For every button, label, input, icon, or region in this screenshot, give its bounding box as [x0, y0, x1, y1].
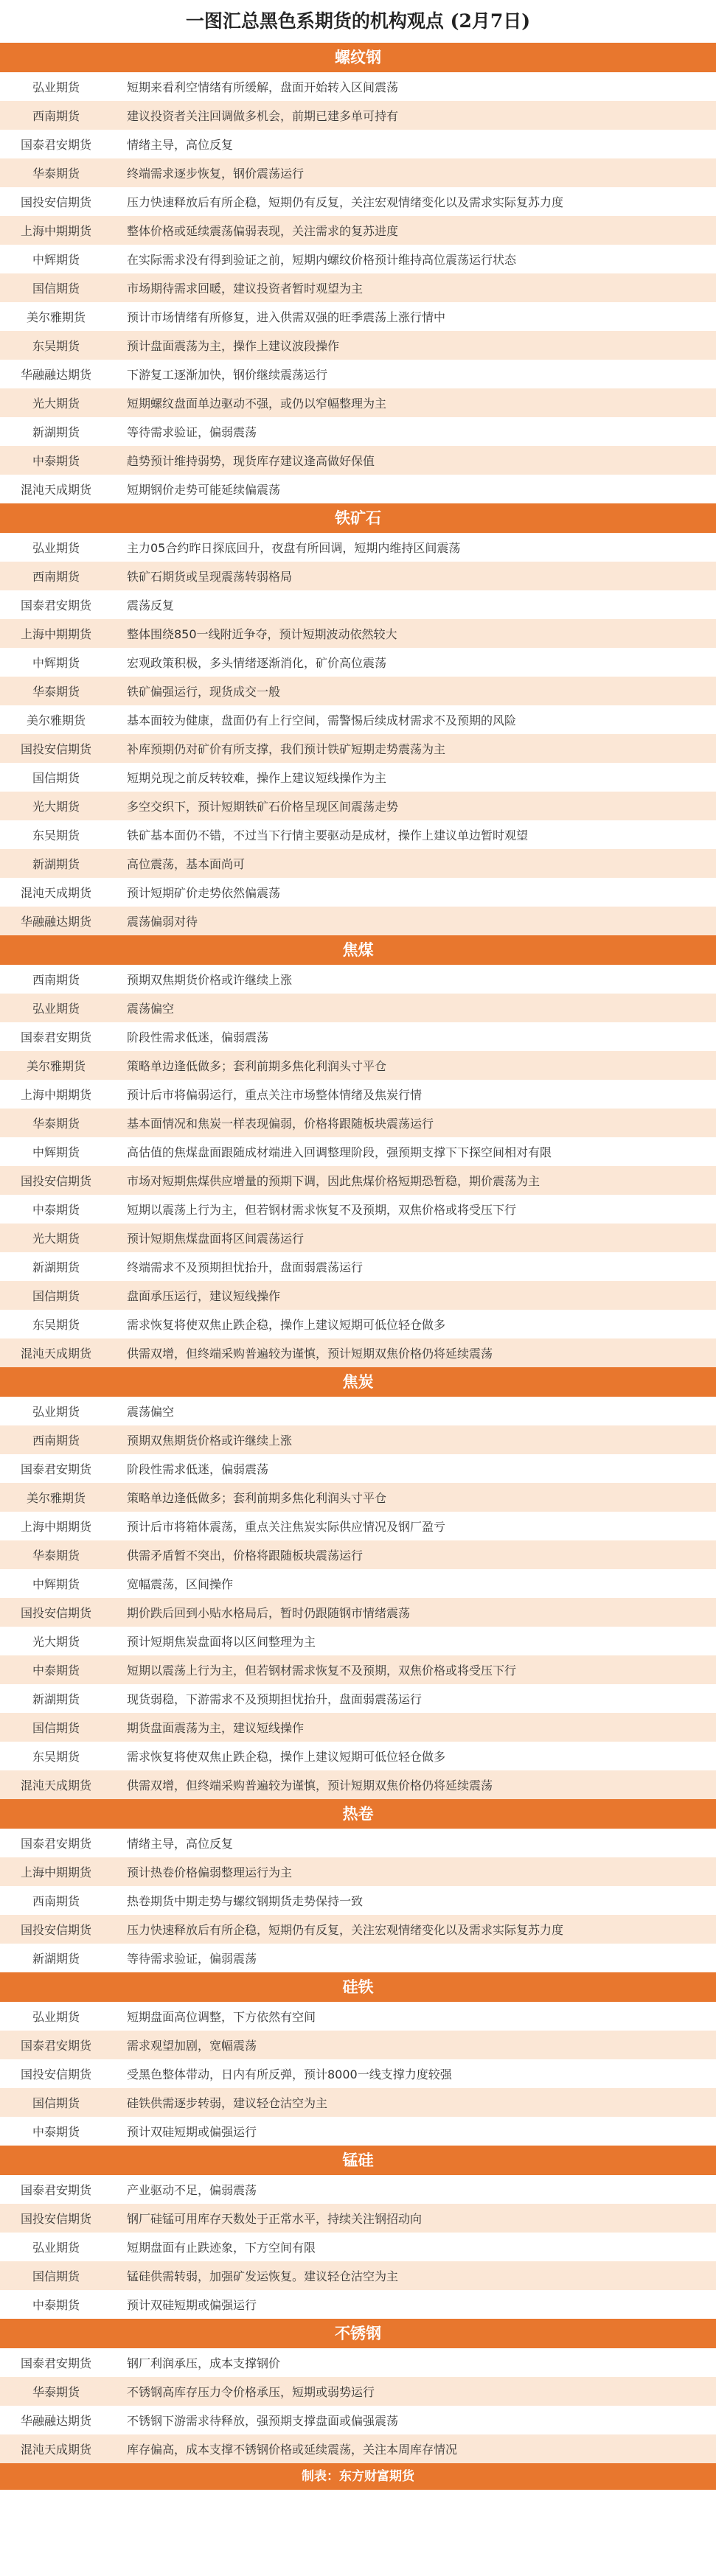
table-row	[0, 475, 716, 503]
table-row	[0, 1454, 716, 1483]
table-row	[0, 1224, 716, 1252]
institution-name: 上海中期期货	[20, 224, 91, 238]
institution-view: 钢厂硅锰可用库存天数处于正常水平，持续关注钢招动向	[127, 2212, 423, 2226]
section-header: 锰硅	[0, 2146, 716, 2175]
table-row	[0, 2002, 716, 2031]
table-row	[0, 1742, 716, 1770]
institution-view: 热卷期货中期走势与螺纹钢期货走势保持一致	[127, 1894, 364, 1908]
institution-view: 产业驱动不足，偏弱震荡	[127, 2183, 257, 2197]
institution-name: 国信期货	[32, 282, 80, 296]
table-row	[0, 2233, 716, 2261]
institution-view: 供需矛盾暂不突出，价格将跟随板块震荡运行	[127, 1549, 364, 1563]
table-row	[0, 1627, 716, 1655]
table-row	[0, 2088, 716, 2117]
table-row	[0, 446, 716, 475]
institution-view: 铁矿基本面仍不错，不过当下行情主要驱动是成材，操作上建议单边暂时观望	[127, 828, 529, 842]
institution-name: 国投安信期货	[20, 2067, 91, 2081]
institution-name: 国泰君安期货	[20, 138, 91, 152]
institution-view: 受黑色整体带动，日内有所反弹，预计8000一线支撑力度较强	[127, 2067, 452, 2081]
institution-name: 国信期货	[32, 2269, 80, 2283]
institution-view: 需求恢复将使双焦止跌企稳，操作上建议短期可低位轻仓做多	[127, 1318, 446, 1332]
institution-view: 短期来看利空情绪有所缓解，盘面开始转入区间震荡	[127, 80, 399, 94]
institution-view: 铁矿石期货或呈现震荡转弱格局	[127, 570, 293, 584]
section-header: 焦煤	[0, 935, 716, 965]
institution-name: 新湖期货	[32, 1952, 80, 1966]
table-row	[0, 216, 716, 245]
institution-name: 华融融达期货	[20, 915, 91, 929]
institution-view: 震荡偏空	[127, 1002, 175, 1016]
table-row	[0, 965, 716, 994]
table-row	[0, 187, 716, 216]
table-row	[0, 1684, 716, 1713]
institution-view: 策略单边逢低做多；套利前期多焦化利润头寸平仓	[127, 1059, 387, 1073]
table-row	[0, 619, 716, 648]
table-row	[0, 590, 716, 619]
institution-name: 东吴期货	[32, 1318, 80, 1332]
institution-view: 阶段性需求低迷，偏弱震荡	[127, 1462, 269, 1476]
institution-name: 国信期货	[32, 1721, 80, 1735]
institution-view: 钢厂利润承压，成本支撑钢价	[127, 2356, 281, 2370]
institution-name: 弘业期货	[32, 1405, 80, 1419]
institution-name: 中泰期货	[32, 2298, 80, 2312]
institution-view: 短期螺纹盘面单边驱动不强，或仍以窄幅整理为主	[127, 397, 387, 411]
table-row	[0, 1281, 716, 1310]
institution-view: 库存偏高，成本支撑不锈钢价格或延续震荡，关注本周库存情况	[127, 2443, 458, 2457]
table-row	[0, 2261, 716, 2290]
table-row	[0, 1195, 716, 1224]
institution-view: 需求观望加剧，宽幅震荡	[127, 2039, 257, 2053]
footer-credit: 制表：东方财富期货	[0, 2463, 716, 2490]
institution-name: 弘业期货	[32, 2010, 80, 2024]
institution-view: 短期盘面有止跌迹象，下方空间有限	[127, 2241, 316, 2255]
institution-name: 中辉期货	[32, 253, 80, 267]
table-row	[0, 1397, 716, 1425]
institution-view: 盘面承压运行，建议短线操作	[127, 1289, 281, 1303]
table-row	[0, 2348, 716, 2377]
table-row	[0, 388, 716, 417]
table-row	[0, 2059, 716, 2088]
institution-view: 需求恢复将使双焦止跌企稳，操作上建议短期可低位轻仓做多	[127, 1750, 446, 1764]
institution-name: 美尔雅期货	[26, 1059, 86, 1073]
institution-name: 国泰君安期货	[20, 2356, 91, 2370]
institution-name: 国投安信期货	[20, 1174, 91, 1188]
institution-name: 华泰期货	[32, 167, 80, 181]
institution-view: 基本面较为健康，盘面仍有上行空间，需警惕后续成材需求不及预期的风险	[127, 713, 517, 727]
institution-view: 预计盘面震荡为主，操作上建议波段操作	[127, 339, 340, 353]
institution-name: 上海中期期货	[20, 1865, 91, 1879]
institution-view: 等待需求验证，偏弱震荡	[127, 1952, 257, 1966]
institution-view: 情绪主导，高位反复	[127, 138, 234, 152]
table-row	[0, 1944, 716, 1972]
table-row	[0, 158, 716, 187]
institution-view: 预期双焦期货价格或许继续上涨	[127, 973, 293, 987]
institution-view: 预计短期矿价走势依然偏震荡	[127, 886, 281, 900]
table-row	[0, 2031, 716, 2059]
institution-name: 华融融达期货	[20, 2414, 91, 2428]
table-row	[0, 1569, 716, 1598]
institution-view: 震荡反复	[127, 598, 175, 612]
table-row	[0, 1338, 716, 1367]
table-row	[0, 2377, 716, 2406]
institution-name: 国投安信期货	[20, 1923, 91, 1937]
institution-name: 中泰期货	[32, 454, 80, 468]
institution-view: 阶段性需求低迷，偏弱震荡	[127, 1030, 269, 1044]
institution-name: 混沌天成期货	[20, 483, 91, 497]
table-row	[0, 72, 716, 101]
table-row	[0, 705, 716, 734]
institution-name: 东吴期货	[32, 1750, 80, 1764]
institution-view: 预计热卷价格偏弱整理运行为主	[127, 1865, 293, 1879]
table-row	[0, 1886, 716, 1915]
institution-name: 上海中期期货	[20, 1088, 91, 1102]
table-row	[0, 1829, 716, 1857]
institution-name: 美尔雅期货	[26, 713, 86, 727]
table-row	[0, 994, 716, 1022]
table-row	[0, 2204, 716, 2233]
institution-name: 弘业期货	[32, 1002, 80, 1016]
institution-view: 供需双增，但终端采购普遍较为谨慎，预计短期双焦价格仍将延续震荡	[127, 1347, 493, 1361]
institution-view: 主力05合约昨日探底回升，夜盘有所回调，短期内维持区间震荡	[127, 541, 461, 555]
table-row	[0, 417, 716, 446]
institution-view: 等待需求验证，偏弱震荡	[127, 425, 257, 439]
table-row	[0, 1051, 716, 1080]
institution-view: 预计后市将箱体震荡，重点关注焦炭实际供应情况及钢厂盈亏	[127, 1520, 446, 1534]
institution-name: 华融融达期货	[20, 368, 91, 382]
institution-view: 现货弱稳，下游需求不及预期担忧抬升，盘面弱震荡运行	[127, 1692, 423, 1706]
table-row	[0, 792, 716, 820]
institution-view: 情绪主导，高位反复	[127, 1837, 234, 1851]
institution-view: 高位震荡，基本面尚可	[127, 857, 246, 871]
institution-view: 不锈钢高库存压力令价格承压，短期或弱势运行	[127, 2385, 375, 2399]
table-row	[0, 273, 716, 302]
institution-view: 短期兑现之前反转较难，操作上建议短线操作为主	[127, 771, 387, 785]
table-row	[0, 1252, 716, 1281]
institution-name: 国泰君安期货	[20, 1837, 91, 1851]
institution-view: 终端需求不及预期担忧抬升，盘面弱震荡运行	[127, 1260, 364, 1274]
institution-name: 东吴期货	[32, 828, 80, 842]
table-row	[0, 245, 716, 273]
table-row	[0, 302, 716, 331]
institution-name: 中泰期货	[32, 1664, 80, 1678]
institution-view: 下游复工逐渐加快，钢价继续震荡运行	[127, 368, 328, 382]
institution-name: 西南期货	[32, 109, 80, 123]
table-row	[0, 360, 716, 388]
institution-name: 混沌天成期货	[20, 2443, 91, 2457]
institution-name: 国投安信期货	[20, 1606, 91, 1620]
institution-view: 策略单边逢低做多；套利前期多焦化利润头寸平仓	[127, 1491, 387, 1505]
table-row	[0, 849, 716, 878]
institution-view: 不锈钢下游需求待释放，强预期支撑盘面或偏强震荡	[127, 2414, 399, 2428]
institution-name: 华泰期货	[32, 1117, 80, 1131]
table-row	[0, 101, 716, 130]
table-row	[0, 562, 716, 590]
table-row	[0, 820, 716, 849]
table-row	[0, 1540, 716, 1569]
institution-name: 弘业期货	[32, 541, 80, 555]
table-row	[0, 2175, 716, 2204]
institution-view: 硅铁供需逐步转弱，建议轻仓沽空为主	[127, 2096, 328, 2110]
institution-name: 弘业期货	[32, 2241, 80, 2255]
institution-name: 华泰期货	[32, 2385, 80, 2399]
institution-view: 终端需求逐步恢复，钢价震荡运行	[127, 167, 305, 181]
table-row	[0, 1109, 716, 1137]
institution-name: 光大期货	[32, 1635, 80, 1649]
institution-name: 国投安信期货	[20, 195, 91, 209]
institution-name: 上海中期期货	[20, 627, 91, 641]
institution-view: 预期双焦期货价格或许继续上涨	[127, 1434, 293, 1448]
institution-view: 市场对短期焦煤供应增量的预期下调，因此焦煤价格短期恐暂稳，期价震荡为主	[127, 1174, 541, 1188]
institution-name: 国泰君安期货	[20, 2183, 91, 2197]
institution-view: 建议投资者关注回调做多机会，前期已建多单可持有	[127, 109, 399, 123]
institution-view: 短期以震荡上行为主，但若钢材需求恢复不及预期，双焦价格或将受压下行	[127, 1203, 517, 1217]
table-row	[0, 648, 716, 677]
institution-view: 预计短期焦炭盘面将以区间整理为主	[127, 1635, 316, 1649]
institution-name: 国投安信期货	[20, 2212, 91, 2226]
institution-name: 混沌天成期货	[20, 1779, 91, 1793]
institution-name: 西南期货	[32, 973, 80, 987]
table-row	[0, 1425, 716, 1454]
institution-view: 预计双硅短期或偏强运行	[127, 2125, 257, 2139]
table-row	[0, 1857, 716, 1886]
institution-name: 华泰期货	[32, 685, 80, 699]
institution-view: 短期钢价走势可能延续偏震荡	[127, 483, 281, 497]
institution-view: 市场期待需求回暖，建议投资者暂时观望为主	[127, 282, 364, 296]
institution-name: 中泰期货	[32, 1203, 80, 1217]
institution-name: 中辉期货	[32, 1145, 80, 1159]
institution-view: 整体围绕850一线附近争夺，预计短期波动依然较大	[127, 627, 397, 641]
institution-view: 整体价格或延续震荡偏弱表现，关注需求的复苏进度	[127, 224, 399, 238]
table-row	[0, 331, 716, 360]
institution-view: 短期以震荡上行为主，但若钢材需求恢复不及预期，双焦价格或将受压下行	[127, 1664, 517, 1678]
institution-view: 高估值的焦煤盘面跟随成材端进入回调整理阶段，强预期支撑下下探空间相对有限	[127, 1145, 552, 1159]
table-row	[0, 1483, 716, 1512]
table-row	[0, 763, 716, 792]
table-row	[0, 130, 716, 158]
table-row	[0, 1598, 716, 1627]
institution-view: 供需双增，但终端采购普遍较为谨慎，预计短期双焦价格仍将延续震荡	[127, 1779, 493, 1793]
institution-name: 中泰期货	[32, 2125, 80, 2139]
institution-view: 期货盘面震荡为主，建议短线操作	[127, 1721, 305, 1735]
table-row	[0, 1915, 716, 1944]
institution-view: 压力快速释放后有所企稳，短期仍有反复，关注宏观情绪变化以及需求实际复苏力度	[127, 195, 564, 209]
institution-name: 华泰期货	[32, 1549, 80, 1563]
table-row	[0, 1166, 716, 1195]
institution-name: 弘业期货	[32, 80, 80, 94]
institution-name: 国信期货	[32, 771, 80, 785]
institution-name: 国泰君安期货	[20, 1462, 91, 1476]
table-row	[0, 1770, 716, 1799]
institution-name: 国泰君安期货	[20, 598, 91, 612]
table-row	[0, 1713, 716, 1742]
table-row	[0, 2290, 716, 2319]
institution-name: 混沌天成期货	[20, 886, 91, 900]
table-row	[0, 878, 716, 907]
institution-name: 上海中期期货	[20, 1520, 91, 1534]
section-header: 热卷	[0, 1799, 716, 1829]
institution-view: 震荡偏弱对待	[127, 915, 198, 929]
institution-name: 美尔雅期货	[26, 1491, 86, 1505]
institution-view: 预计短期焦煤盘面将区间震荡运行	[127, 1232, 305, 1246]
institution-view: 锰硅供需转弱，加强矿发运恢复。建议轻仓沽空为主	[127, 2269, 399, 2283]
institution-view: 预计后市将偏弱运行，重点关注市场整体情绪及焦炭行情	[127, 1088, 423, 1102]
institution-view: 趋势预计维持弱势，现货库存建议逢高做好保值	[127, 454, 375, 468]
table-row	[0, 677, 716, 705]
section-header: 不锈钢	[0, 2319, 716, 2348]
table-row	[0, 1080, 716, 1109]
table-row	[0, 1512, 716, 1540]
table-row	[0, 1310, 716, 1338]
table-row	[0, 2117, 716, 2146]
institution-view: 预计双硅短期或偏强运行	[127, 2298, 257, 2312]
institution-name: 国泰君安期货	[20, 2039, 91, 2053]
institution-name: 新湖期货	[32, 857, 80, 871]
institution-view: 基本面情况和焦炭一样表现偏弱，价格将跟随板块震荡运行	[127, 1117, 434, 1131]
page-title: 一图汇总黑色系期货的机构观点 (2月7日)	[0, 0, 716, 43]
institution-name: 美尔雅期货	[26, 310, 86, 324]
institution-view: 震荡偏空	[127, 1405, 175, 1419]
institution-name: 东吴期货	[32, 339, 80, 353]
institution-name: 光大期货	[32, 397, 80, 411]
table-row	[0, 1655, 716, 1684]
institution-name: 西南期货	[32, 570, 80, 584]
institution-name: 新湖期货	[32, 1260, 80, 1274]
institution-view: 短期盘面高位调整，下方依然有空间	[127, 2010, 316, 2024]
institution-view: 补库预期仍对矿价有所支撑，我们预计铁矿短期走势震荡为主	[127, 742, 446, 756]
section-header: 铁矿石	[0, 503, 716, 533]
institution-name: 中辉期货	[32, 1577, 80, 1591]
table-row	[0, 533, 716, 562]
section-header: 焦炭	[0, 1367, 716, 1397]
institution-name: 西南期货	[32, 1434, 80, 1448]
institution-name: 国信期货	[32, 2096, 80, 2110]
institution-view: 铁矿偏强运行，现货成交一般	[127, 685, 281, 699]
institution-name: 中辉期货	[32, 656, 80, 670]
institution-view: 多空交织下，预计短期铁矿石价格呈现区间震荡走势	[127, 800, 399, 814]
institution-name: 新湖期货	[32, 1692, 80, 1706]
institution-view: 压力快速释放后有所企稳，短期仍有反复，关注宏观情绪变化以及需求实际复苏力度	[127, 1923, 564, 1937]
table-row	[0, 907, 716, 935]
institution-view: 在实际需求没有得到验证之前，短期内螺纹价格预计维持高位震荡运行状态	[127, 253, 517, 267]
institution-name: 光大期货	[32, 1232, 80, 1246]
institution-view: 期价跌后回到小贴水格局后，暂时仍跟随钢市情绪震荡	[127, 1606, 411, 1620]
section-header: 硅铁	[0, 1972, 716, 2002]
institution-view: 宽幅震荡，区间操作	[127, 1577, 234, 1591]
table-row	[0, 2434, 716, 2463]
institution-name: 国信期货	[32, 1289, 80, 1303]
institution-name: 国泰君安期货	[20, 1030, 91, 1044]
institution-name: 国投安信期货	[20, 742, 91, 756]
table-row	[0, 1137, 716, 1166]
table-row	[0, 734, 716, 763]
table-row	[0, 2406, 716, 2434]
section-header: 螺纹钢	[0, 43, 716, 72]
sections-container	[0, 43, 716, 2463]
institution-view: 预计市场情绪有所修复，进入供需双强的旺季震荡上涨行情中	[127, 310, 446, 324]
institution-name: 混沌天成期货	[20, 1347, 91, 1361]
institution-view: 宏观政策积极，多头情绪逐渐消化，矿价高位震荡	[127, 656, 387, 670]
table-row	[0, 1022, 716, 1051]
institution-name: 西南期货	[32, 1894, 80, 1908]
institution-name: 光大期货	[32, 800, 80, 814]
institution-name: 新湖期货	[32, 425, 80, 439]
